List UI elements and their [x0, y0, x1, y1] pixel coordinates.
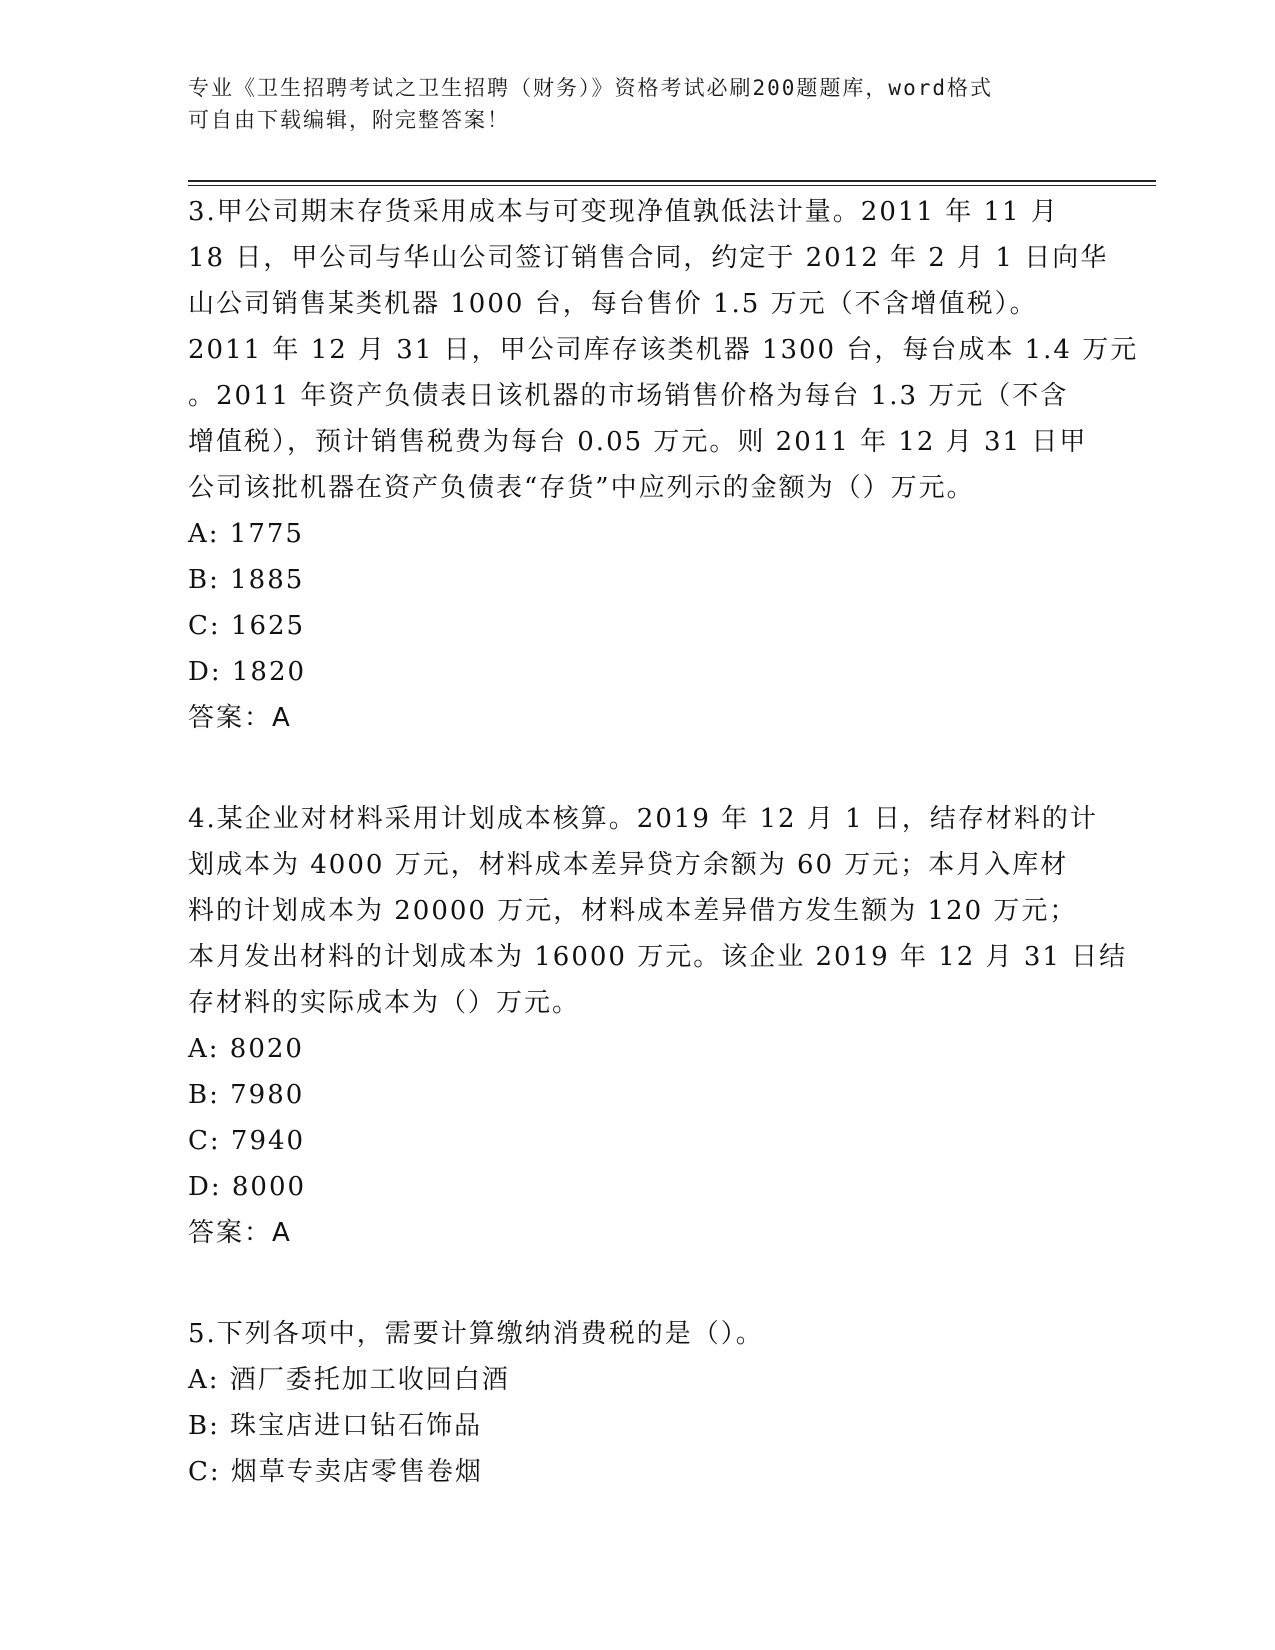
question-5-option-c: C: 烟草专卖店零售卷烟 [188, 1457, 483, 1487]
question-spacer [188, 1256, 1088, 1311]
question-3-text-line: 3.甲公司期末存货采用成本与可变现净值孰低法计量。2011 年 11 月 [188, 197, 1059, 227]
question-5-option-a: A: 酒厂委托加工收回白酒 [188, 1365, 510, 1395]
document-header [188, 72, 1068, 136]
question-3-option-d: D: 1820 [188, 657, 307, 687]
question-3-answer: 答案：A [188, 703, 292, 733]
question-4-answer: 答案：A [188, 1218, 292, 1248]
question-4-option-a: A: 8020 [188, 1034, 304, 1064]
question-3 [188, 189, 1139, 741]
header-title-line-1: 专业《卫生招聘考试之卫生招聘（财务）》资格考试必刷200题题库，word格式 [188, 76, 993, 100]
question-4-text-line: 4.某企业对材料采用计划成本核算。2019 年 12 月 1 日，结存材料的计 [188, 804, 1098, 834]
question-4-text-line: 本月发出材料的计划成本为 16000 万元。该企业 2019 年 12 月 31 日结 [188, 942, 1128, 972]
question-4-option-c: C: 7940 [188, 1126, 306, 1156]
question-4 [188, 796, 1128, 1256]
question-4-text-line: 料的计划成本为 20000 万元，材料成本差异借方发生额为 120 万元； [188, 896, 1078, 926]
question-4-option-b: B: 7980 [188, 1080, 305, 1110]
question-3-option-a: A: 1775 [188, 519, 304, 549]
question-3-text-line: 增值税），预计销售税费为每台 0.05 万元。则 2011 年 12 月 31 日甲 [188, 427, 1088, 457]
question-3-text-line: 公司该批机器在资产负债表“存货”中应列示的金额为（）万元。 [188, 473, 975, 503]
question-4-text-line: 划成本为 4000 万元，材料成本差异贷方余额为 60 万元；本月入库材 [188, 850, 1069, 880]
question-list [188, 189, 1139, 1495]
question-3-option-b: B: 1885 [188, 565, 305, 595]
question-3-text-line: 。2011 年资产负债表日该机器的市场销售价格为每台 1.3 万元（不含 [188, 381, 1069, 411]
question-5-text-line: 5.下列各项中，需要计算缴纳消费税的是（）。 [188, 1319, 764, 1349]
question-3-option-c: C: 1625 [188, 611, 306, 641]
question-3-text-line: 2011 年 12 月 31 日，甲公司库存该类机器 1300 台，每台成本 1.4 万元 [188, 335, 1139, 365]
question-spacer [188, 741, 1088, 796]
question-5-option-b: B: 珠宝店进口钻石饰品 [188, 1411, 483, 1441]
question-3-text-line: 18 日，甲公司与华山公司签订销售合同，约定于 2012 年 2 月 1 日向华 [188, 243, 1109, 273]
header-title-line-2: 可自由下载编辑，附完整答案！ [188, 108, 510, 132]
question-5 [188, 1311, 1088, 1495]
question-4-text-line: 存材料的实际成本为（）万元。 [188, 988, 581, 1018]
question-4-option-d: D: 8000 [188, 1172, 307, 1202]
header-divider-thick [188, 180, 1156, 182]
question-3-text-line: 山公司销售某类机器 1000 台，每台售价 1.5 万元（不含增值税）。 [188, 289, 1038, 319]
header-divider-thin [188, 185, 1156, 186]
